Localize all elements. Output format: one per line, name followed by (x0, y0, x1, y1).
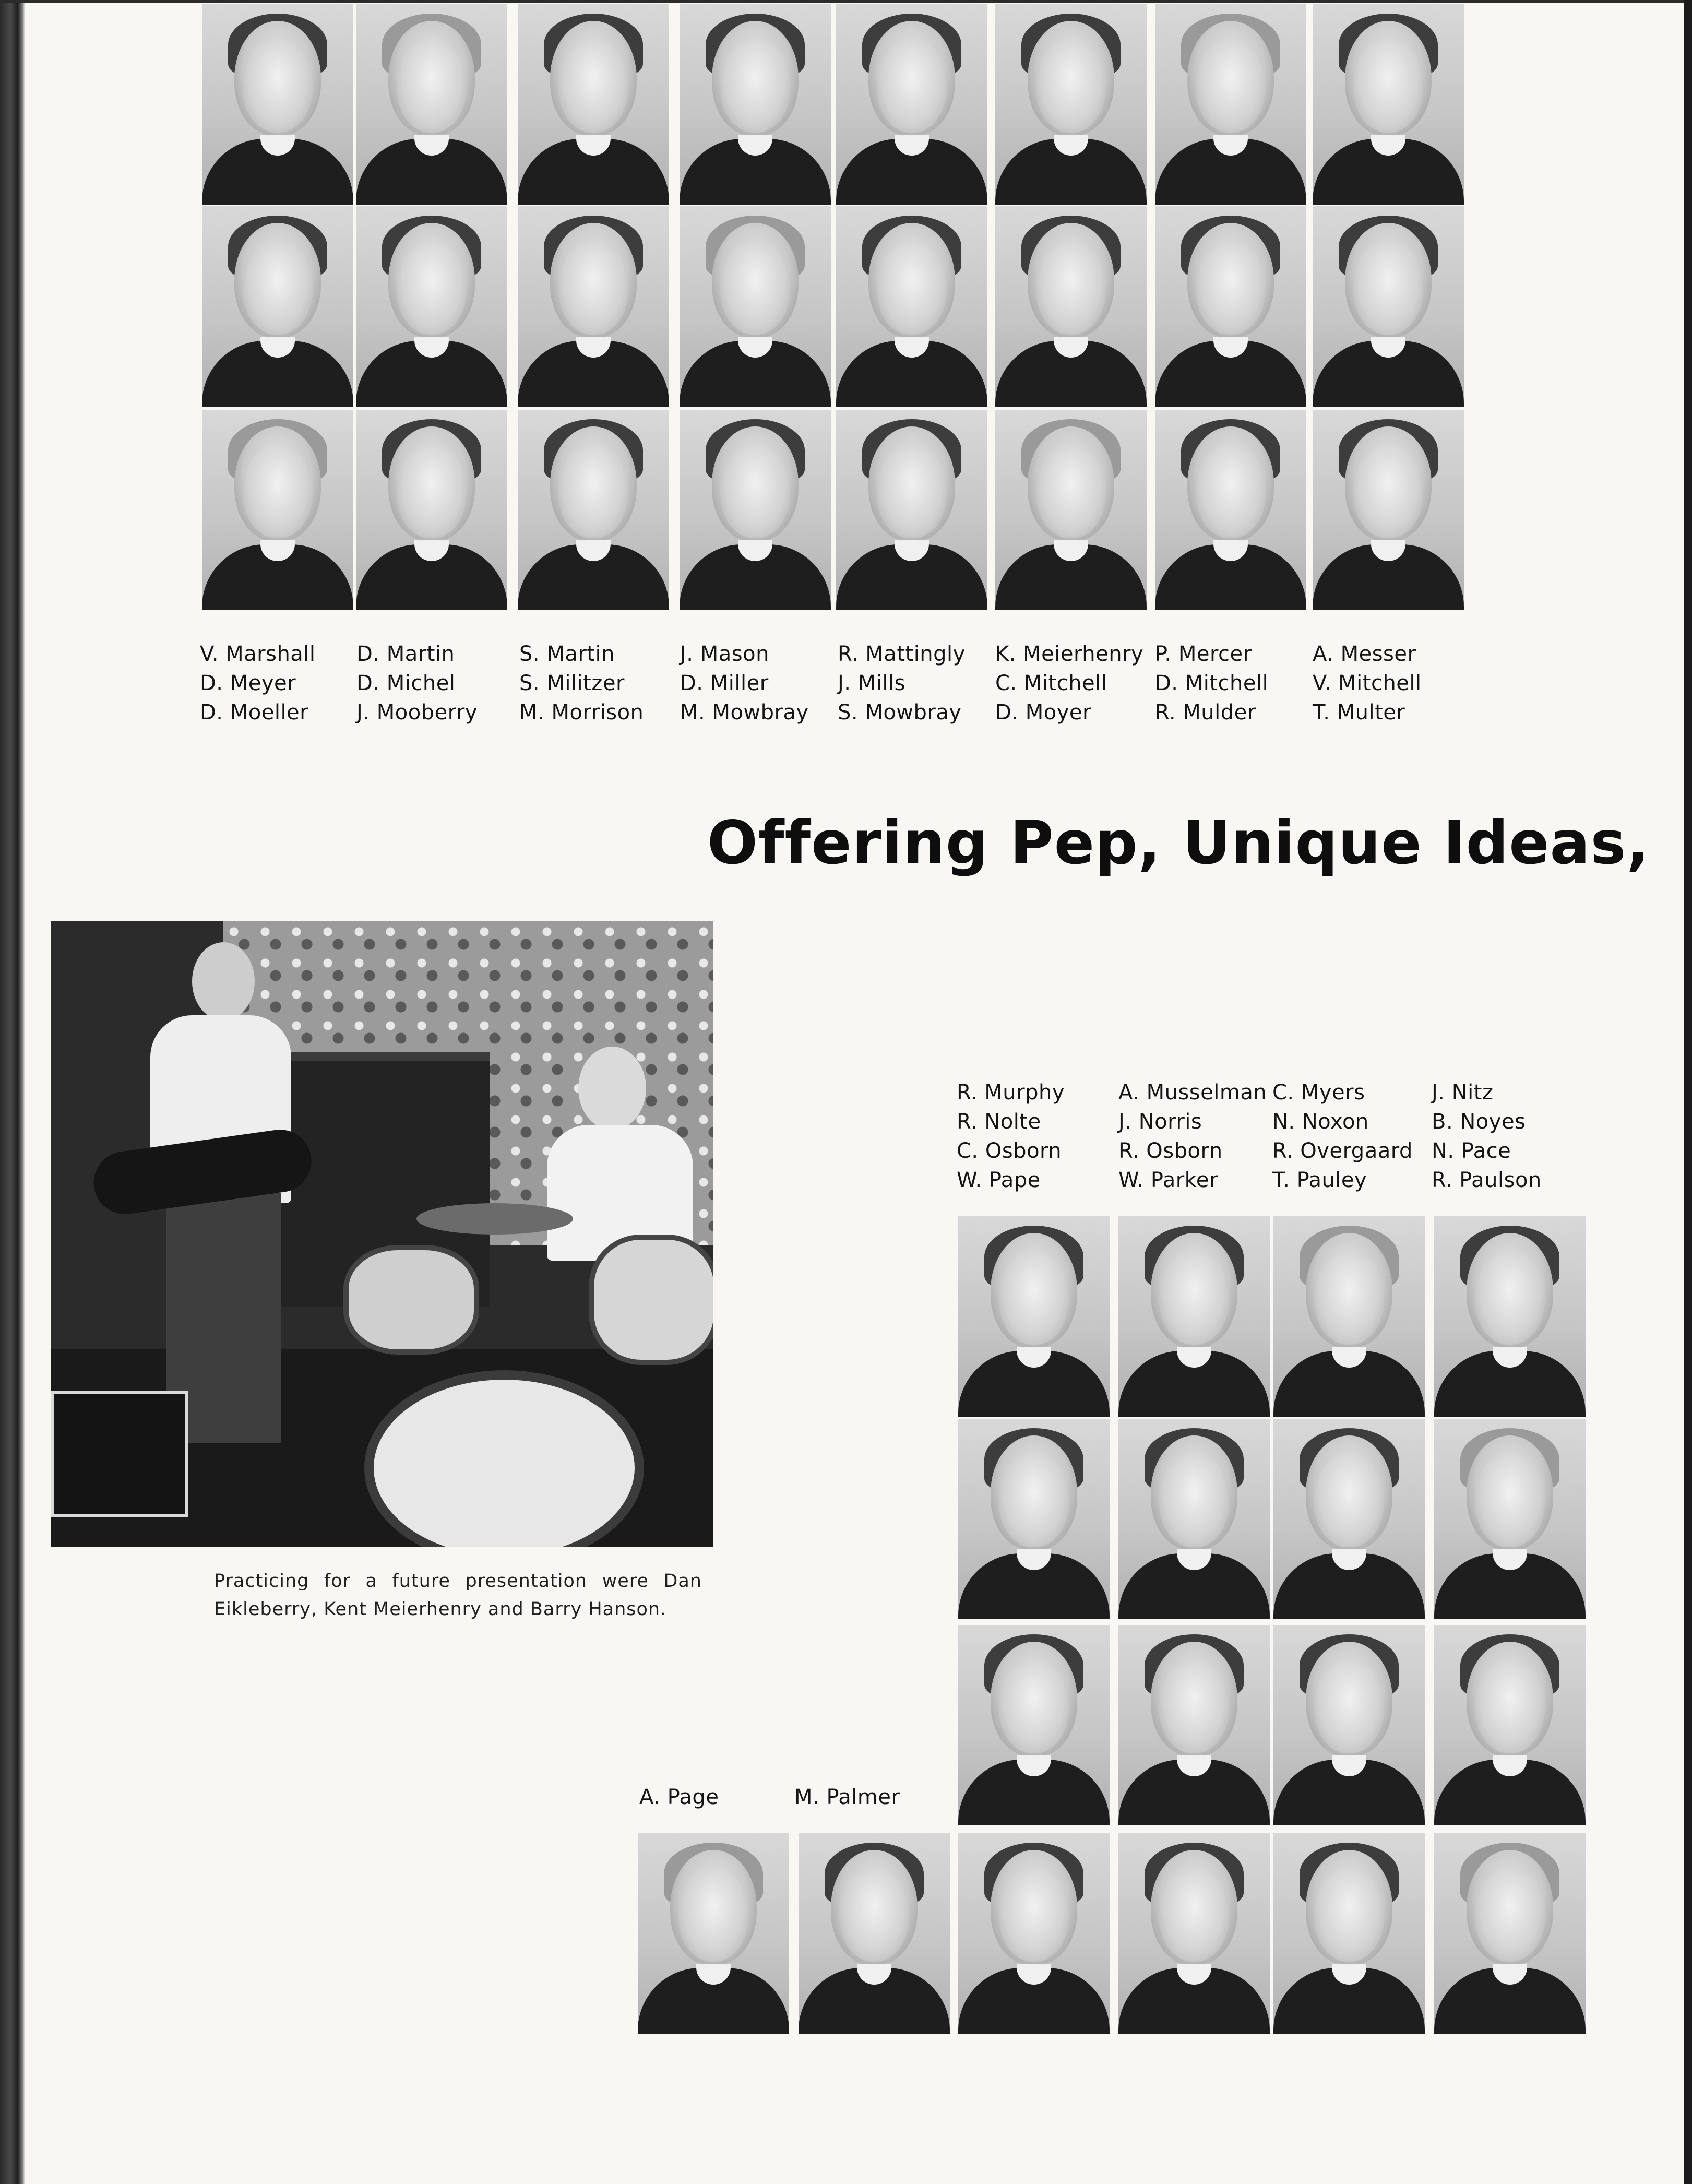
name-column (1432, 1078, 1542, 1195)
page-right-edge (1684, 0, 1692, 2184)
student-portrait-photo (958, 1216, 1110, 1417)
student-portrait-photo (680, 206, 831, 407)
student-name: J. Mooberry (356, 701, 478, 725)
student-portrait-photo (1118, 1216, 1270, 1417)
student-name: N. Pace (1432, 1139, 1511, 1163)
student-portrait-photo (680, 410, 831, 610)
student-portrait-photo (995, 4, 1147, 205)
page-headline: Offering Pep, Unique Ideas, (707, 808, 1650, 877)
student-name: S. Martin (519, 642, 615, 666)
student-portrait-photo (518, 410, 669, 610)
name-column (1118, 1078, 1267, 1195)
band-practice-photo (51, 921, 713, 1547)
student-portrait-photo (995, 206, 1147, 407)
student-name: C. Osborn (957, 1139, 1062, 1163)
student-portrait-photo (1155, 410, 1306, 610)
student-name: D. Moyer (995, 701, 1091, 725)
student-name: T. Multer (1313, 701, 1405, 725)
student-portrait-photo (836, 4, 987, 205)
student-portrait-photo (518, 206, 669, 407)
student-name: V. Marshall (200, 642, 316, 666)
student-name: J. Norris (1118, 1110, 1202, 1134)
name-column (995, 639, 1143, 727)
name-column (1272, 1078, 1413, 1195)
student-name: R. Nolte (957, 1110, 1041, 1134)
name-column (1313, 639, 1422, 727)
student-portrait-photo (1155, 4, 1306, 205)
page-binding-edge (0, 0, 25, 2184)
student-portrait-photo (1313, 4, 1464, 205)
student-portrait-photo (958, 1625, 1110, 1825)
student-portrait-photo (356, 206, 507, 407)
student-name: N. Noxon (1272, 1110, 1369, 1134)
student-portrait-photo (518, 4, 669, 205)
student-portrait-photo (356, 4, 507, 205)
student-name: B. Noyes (1432, 1110, 1526, 1134)
student-name: P. Mercer (1155, 642, 1252, 666)
student-portrait-photo (638, 1833, 789, 2034)
student-name: W. Parker (1118, 1168, 1218, 1192)
name-column (1155, 639, 1268, 727)
student-portrait-photo (1118, 1419, 1270, 1619)
student-name: M. Palmer (794, 1785, 900, 1809)
photo-caption: Practicing for a future presentation were Dan Eikleberry, Kent Meierhenry and Barry Hanson. (214, 1571, 702, 1620)
student-portrait-photo (680, 4, 831, 205)
student-portrait-photo (799, 1833, 950, 2034)
page-top-edge (0, 0, 1692, 3)
student-name: D. Mitchell (1155, 671, 1269, 695)
student-name: R. Paulson (1432, 1168, 1542, 1192)
student-name: S. Mowbray (838, 701, 962, 725)
student-portrait-photo (1313, 410, 1464, 610)
name-column (200, 639, 316, 727)
student-portrait-photo (202, 206, 353, 407)
amplifier (51, 1391, 188, 1517)
student-portrait-photo (1434, 1216, 1586, 1417)
name-column (680, 639, 809, 727)
student-name: V. Mitchell (1313, 671, 1422, 695)
student-portrait-photo (1155, 206, 1306, 407)
student-portrait-photo (1118, 1833, 1270, 2034)
student-name: D. Moeller (200, 701, 309, 725)
student-name: M. Morrison (519, 701, 644, 725)
name-column (838, 639, 966, 727)
student-portrait-photo (1434, 1419, 1586, 1619)
student-name: M. Mowbray (680, 701, 809, 725)
student-portrait-photo (1434, 1833, 1586, 2034)
student-name: R. Mattingly (838, 642, 966, 666)
student-portrait-photo (1273, 1833, 1425, 2034)
student-name: R. Osborn (1118, 1139, 1223, 1163)
tom-drum (343, 1245, 479, 1355)
cymbal (416, 1203, 573, 1235)
student-portrait-photo (958, 1833, 1110, 2034)
student-name: J. Mills (838, 671, 905, 695)
student-name: C. Myers (1272, 1081, 1365, 1105)
student-name: T. Pauley (1272, 1168, 1367, 1192)
name-column (957, 1078, 1065, 1195)
student-portrait-photo (356, 410, 507, 610)
student-portrait-photo (836, 206, 987, 407)
student-name: A. Page (639, 1785, 719, 1809)
student-name: D. Martin (356, 642, 455, 666)
student-portrait-photo (1313, 206, 1464, 407)
student-name: R. Overgaard (1272, 1139, 1413, 1163)
student-name: K. Meierhenry (995, 642, 1144, 666)
student-name: J. Nitz (1432, 1081, 1494, 1105)
student-portrait-photo (995, 410, 1147, 610)
student-name: R. Mulder (1155, 701, 1256, 725)
student-portrait-photo (958, 1419, 1110, 1619)
name-column (519, 639, 644, 727)
student-name: J. Mason (680, 642, 769, 666)
student-portrait-photo (1273, 1419, 1425, 1619)
student-name: D. Meyer (200, 671, 296, 695)
student-name: C. Mitchell (995, 671, 1107, 695)
student-portrait-photo (202, 410, 353, 610)
student-name: R. Murphy (957, 1081, 1065, 1105)
student-portrait-photo (1273, 1216, 1425, 1417)
name-column (356, 639, 478, 727)
student-name: A. Messer (1313, 642, 1416, 666)
student-portrait-photo (1273, 1625, 1425, 1825)
student-name: D. Miller (680, 671, 769, 695)
student-name: S. Militzer (519, 671, 625, 695)
student-name: A. Musselman (1118, 1081, 1267, 1105)
floor-tom-drum (589, 1235, 713, 1365)
student-portrait-photo (202, 4, 353, 205)
student-portrait-photo (1434, 1625, 1586, 1825)
student-name: D. Michel (356, 671, 456, 695)
student-portrait-photo (1118, 1625, 1270, 1825)
student-name: W. Pape (957, 1168, 1041, 1192)
student-portrait-photo (836, 410, 987, 610)
